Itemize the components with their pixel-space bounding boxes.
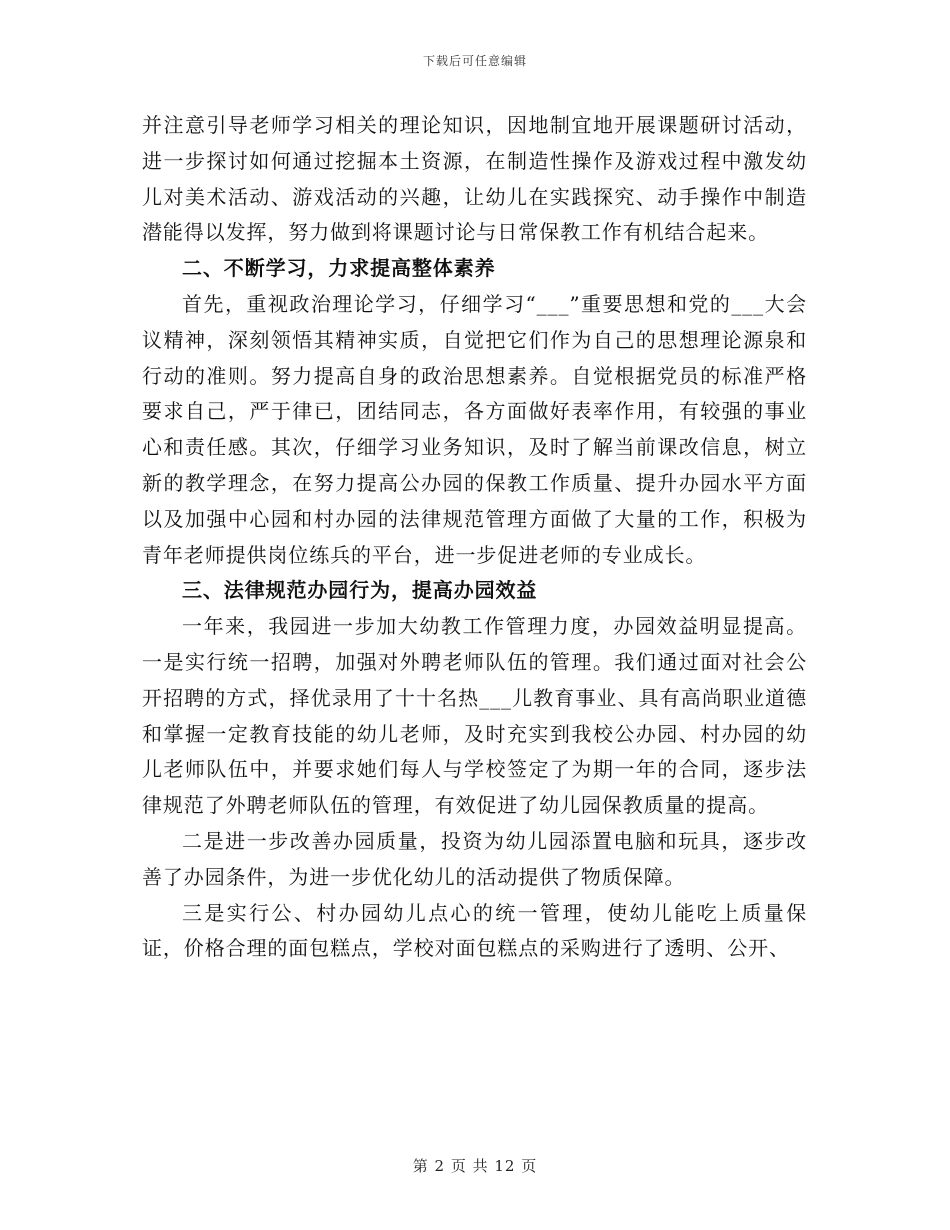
page-number: 第 2 页 共 12 页 <box>412 1157 538 1175</box>
paragraph-3: 一年来，我园进一步加大幼教工作管理力度，办园效益明显提高。一是实行统一招聘，加强对外聘老师队伍的管理。我们通过面对社会公开招聘的方式，择优录用了十十名热___儿教育事业、具有高尚职业道德和掌握一定教育技能的幼儿老师，及时充实到我校公办园、村办园的幼儿老师队伍中，并要求她们每人与学校签定了为期一年的合同，逐步法律规范了外聘老师队伍的管理，有效促进了幼儿园保教质量的提高。 <box>142 614 807 818</box>
section-heading-2: 二、不断学习，力求提高整体素养 <box>182 256 496 281</box>
paragraph-1: 并注意引导老师学习相关的理论知识，因地制宜地开展课题研讨活动，进一步探讨如何通过挖掘本土资源，在制造性操作及游戏过程中激发幼儿对美术活动、游戏活动的兴趣，让幼儿在实践探究、动手操作中制造潜能得以发挥，努力做到将课题讨论与日常保教工作有机结合起来。 <box>142 113 807 245</box>
paragraph-5: 三是实行公、村办园幼儿点心的统一管理，使幼儿能吃上质量保证，价格合理的面包糕点，学校对面包糕点的采购进行了透明、公开、 <box>142 900 807 961</box>
section-heading-3: 三、法律规范办园行为，提高办园效益 <box>182 578 538 603</box>
paragraph-2: 首先，重视政治理论学习，仔细学习“___”重要思想和党的___大会议精神，深刻领悟其精神实质，自觉把它们作为自己的思想理论源泉和行动的准则。努力提高自身的政治思想素养。自觉根据党员的标准严格要求自己，严于律已，团结同志，各方面做好表率作用，有较强的事业心和责任感。其次，仔细学习业务知识，及时了解当前课改信息，树立新的教学理念，在努力提高公办园的保教工作质量、提升办园水平方面以及加强中心园和村办园的法律规范管理方面做了大量的工作，积极为青年老师提供岗位练兵的平台，进一步促进老师的专业成长。 <box>142 291 807 567</box>
paragraph-4: 二是进一步改善办园质量，投资为幼儿园添置电脑和玩具，逐步改善了办园条件，为进一步优化幼儿的活动提供了物质保障。 <box>142 828 807 889</box>
page-header: 下载后可任意编辑 <box>422 54 527 68</box>
document-body <box>142 108 807 967</box>
